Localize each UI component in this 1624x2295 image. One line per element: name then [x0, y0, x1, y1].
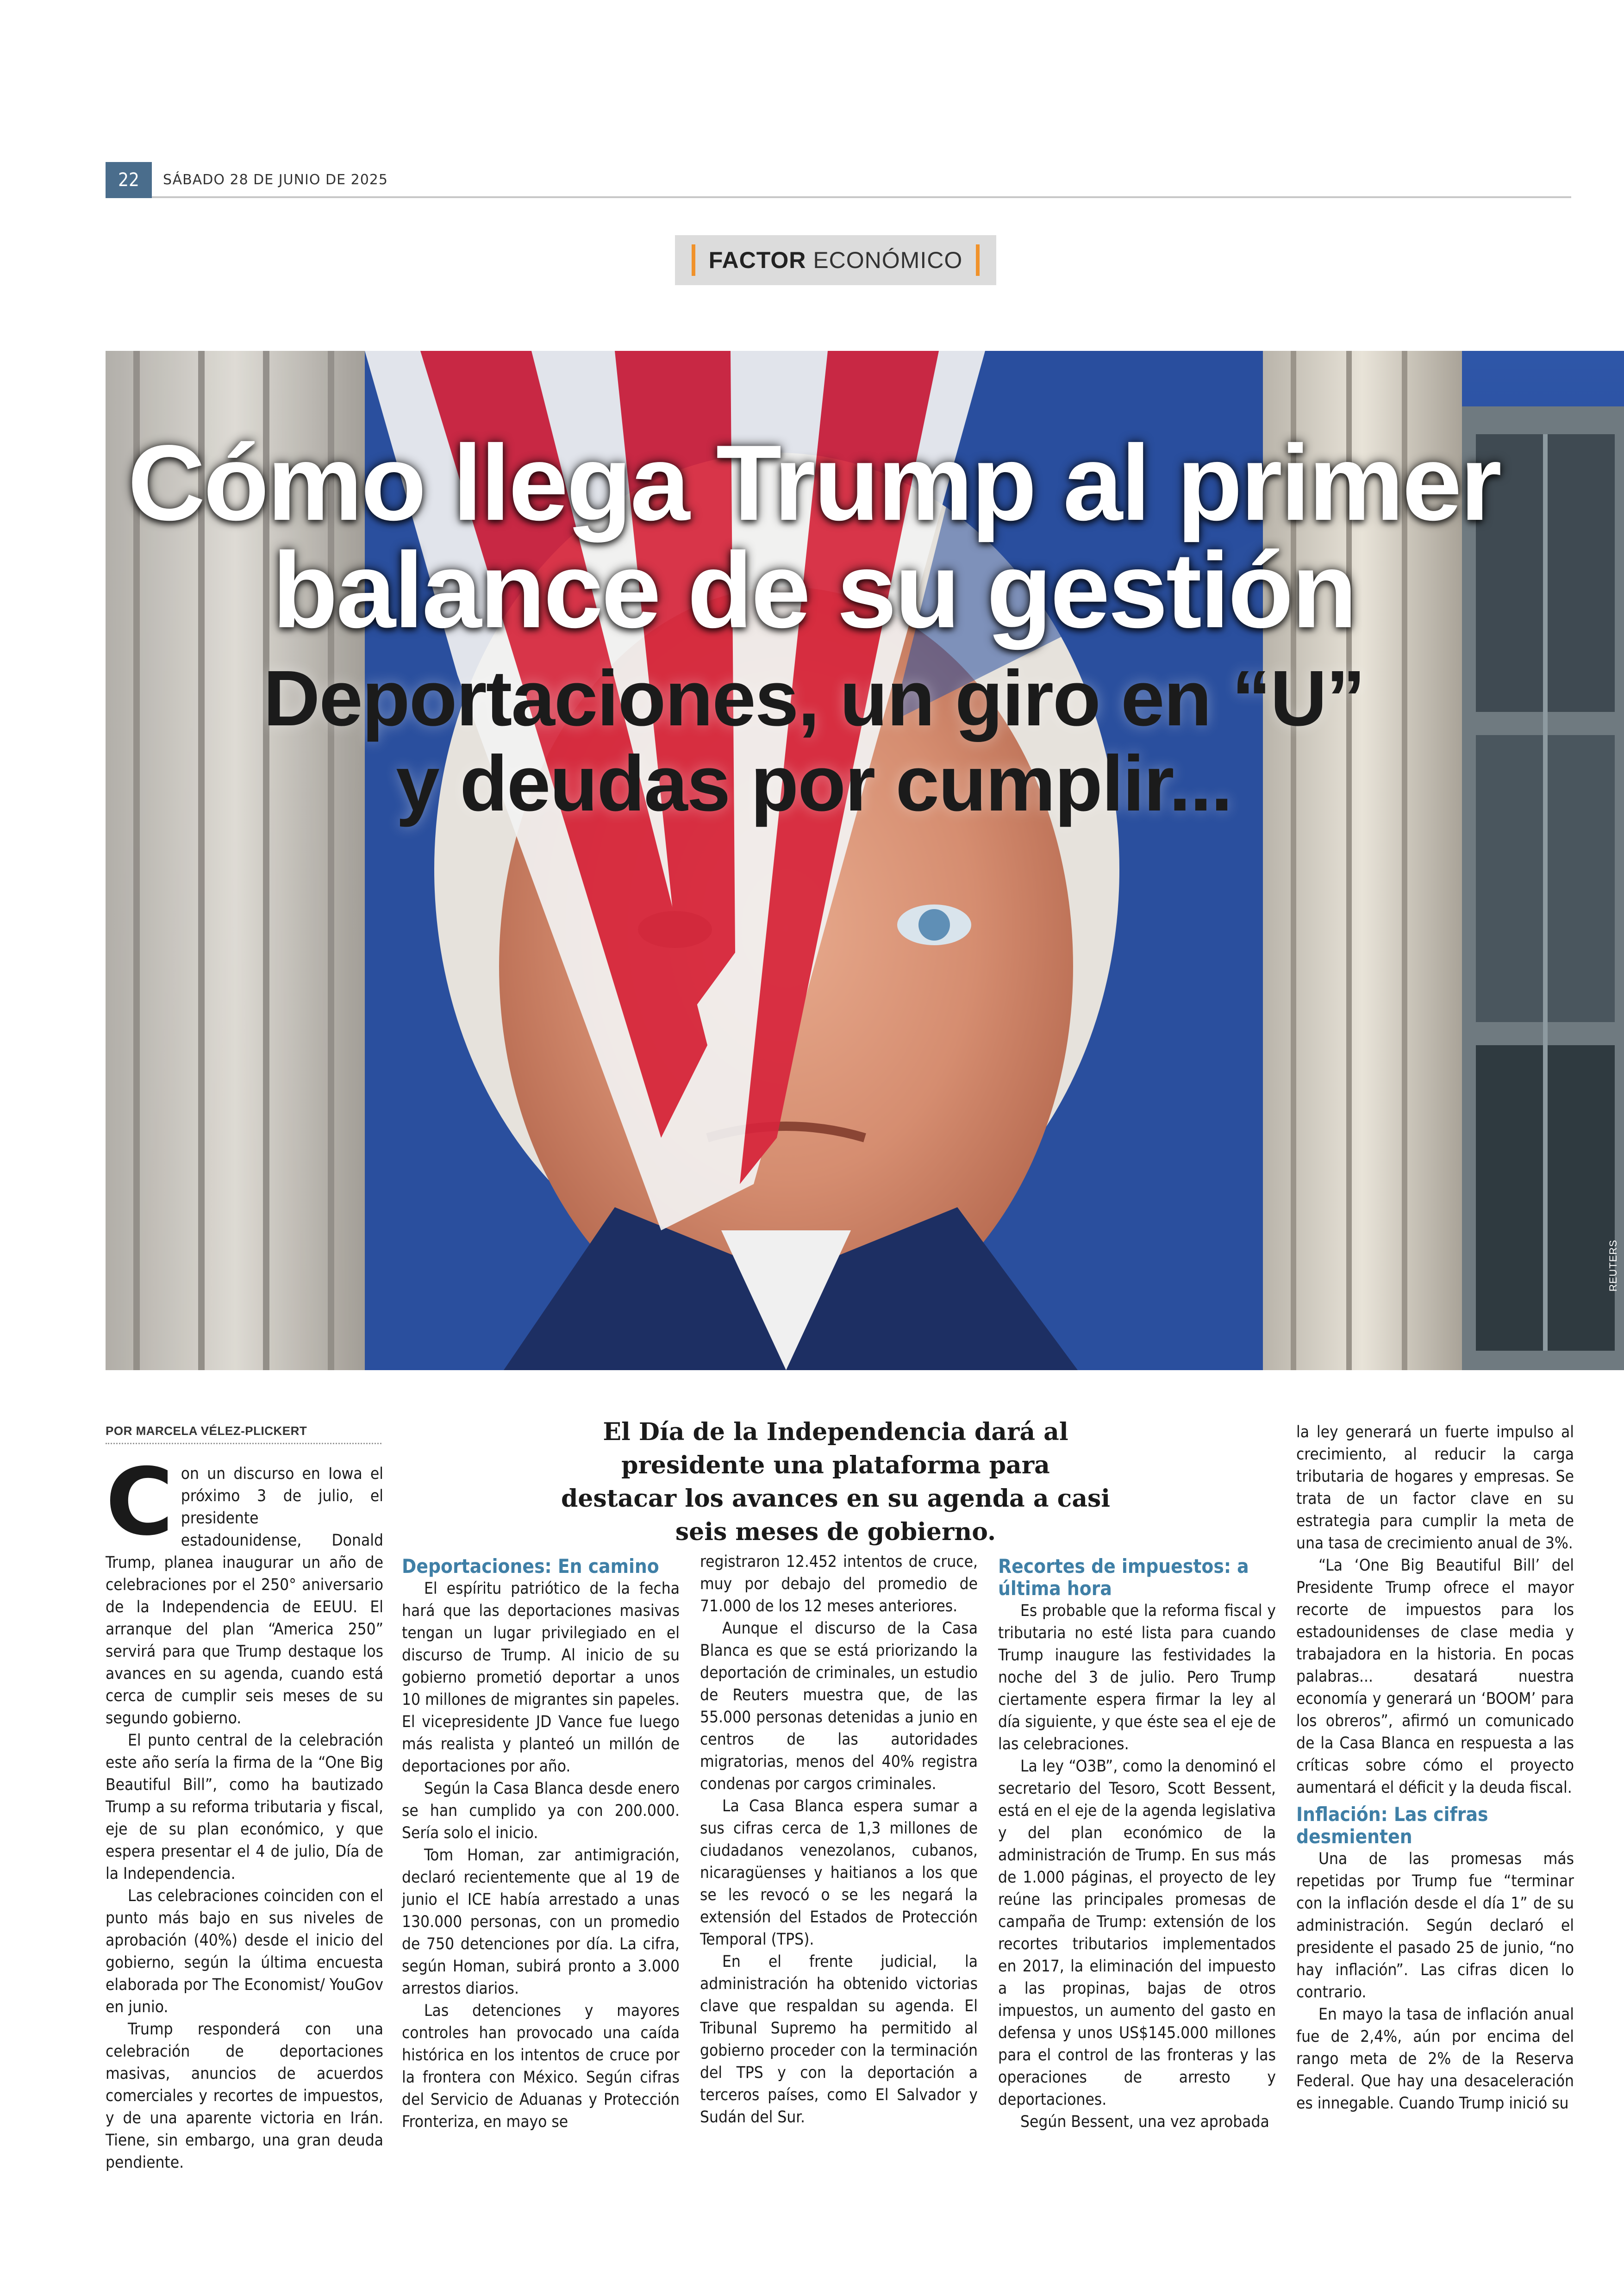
section-tag [675, 235, 996, 285]
paragraph: Es probable que la reforma fiscal y tributaria no esté lista para cuando Trump inaugure las festividades la noche del 3 de julio. Pero Trump ciertamente espera firmar la ley al día siguiente, y que éste sea el eje de las celebraciones. [998, 1602, 1276, 1753]
paragraph: En mayo la tasa de inflación anual fue de 2,4%, aún por encima del rango meta de 2% de la Reserva Federal. Que hay una desaceleración es innegable. Cuando Trump inició su [1296, 2005, 1574, 2113]
paragraph: Las celebraciones coinciden con el punto más bajo en sus niveles de aprobación (40%) desde el inicio del gobierno, según la última encuesta elaborada por The Economist/ YouGov en junio. [106, 1887, 383, 2016]
subheadline-line-2: y deudas por cumplir... [396, 739, 1232, 828]
headline-line-2: balance de su gestión [272, 530, 1355, 650]
paragraph: La Casa Blanca espera sumar a sus cifras cerca de 1,3 millones de ciudadanos venezolanos, cubanos, nicaragüenses y haitianos a los que se les revocó o se les negará la extensión del Estados de Protección Temporal (TPS). [700, 1797, 978, 1949]
paragraph: El punto central de la celebración este año sería la firma de la “One Big Beautiful Bill”, como ha bautizado Trump a su reforma tributaria y fiscal, eje de su plan económico, y que espera presentar el 4 de julio, Día de la Independencia. [106, 1731, 383, 1883]
paragraph: registraron 12.452 intentos de cruce, muy por debajo del promedio de 71.000 de los 12 meses anteriores. [700, 1553, 978, 1615]
subheading-recortes: Recortes de impuestos: a última hora [998, 1555, 1249, 1600]
section-tag-right-bar [976, 244, 980, 276]
paragraph: “La ‘One Big Beautiful Bill’ del Presidente Trump ofrece el mayor recorte de impuestos para los estadounidenses de clase media y trabajadora en la historia. En pocas palabras... desatará nuestra economía y generará un ‘BOOM’ para los obreros”, afirmó un comunicado de la Casa Blanca en respuesta a las críticas sobre cómo el proyecto aumentará el déficit y la deuda fiscal. [1296, 1556, 1574, 1797]
photo-credit: REUTERS [1607, 1240, 1619, 1292]
article-column-2 [402, 1551, 680, 2133]
headline-line-1: Cómo llega Trump al primer [127, 423, 1500, 543]
paragraph: Según la Casa Blanca desde enero se han cumplido ya con 200.000. Sería solo el inicio. [402, 1779, 680, 1842]
subheading-inflacion: Inflación: Las cifras desmienten [1296, 1803, 1488, 1848]
paragraph: El espíritu patriótico de la fecha hará que las deportaciones masivas tengan un lugar privilegiado en el discurso de Trump. Al inicio de su gobierno prometió deportar a unos 10 millones de migrantes sin papeles. El vicepresidente JD Vance fue luego más realista y planteó un millón de deportaciones por año. [402, 1579, 680, 1776]
lede: El Día de la Independencia dará al presidente una plataforma para destacar los avances en su agenda a casi seis meses de gobierno. [561, 1418, 1111, 1546]
section-tag-label [675, 235, 996, 285]
paragraph: Aunque el discurso de la Casa Blanca es que se está priorizando la deportación de criminales, un estudio de Reuters muestra que, de las 55.000 personas detenidas a junio en centros de las autoridades migratorias, menos del 40% registra condenas por cargos criminales. [700, 1619, 978, 1793]
paragraph: la ley generará un fuerte impulso al crecimiento, al reducir la carga tributaria de hogares y empresas. Se trata de un factor clave en su estrategia para cumplir la meta de una tasa de crecimiento anual de 3%. [1296, 1423, 1574, 1553]
section-tag-bold: FACTOR [708, 247, 806, 273]
article-column-5 [1296, 1421, 1574, 2114]
paragraph: Una de las promesas más repetidas por Trump fue “terminar con la inflación desde el día 1” de su administración. Según declaró el presidente el pasado 25 de junio, “no hay inflación”. Las cifras dicen lo contrario. [1296, 1850, 1574, 2002]
paragraph: Las detenciones y mayores controles han provocado una caída histórica en los intentos de cruce por la frontera con México. Según cifras del Servicio de Aduanas y Protección Fronteriza, en mayo se [402, 2002, 680, 2131]
paragraph-text: on un discurso en Iowa el próximo 3 de julio, el presidente estadounidense, Donald Trump, planea inaugurar un año de celebraciones por el 250° aniversario de la Independencia de EEUU. El arranque del plan “America 250” servirá para que Trump destaque los avances en su agenda, cuando está cerca de cumplir seis meses de su segundo gobierno. [106, 1465, 383, 1727]
subheading-deportaciones: Deportaciones: En camino [402, 1555, 659, 1578]
subheadline-line-1: Deportaciones, un giro en “U” [263, 655, 1365, 742]
page-header [106, 162, 1571, 198]
paragraph [106, 1448, 383, 1729]
article-column-3 [700, 1551, 978, 2128]
section-tag-rest: ECONÓMICO [813, 247, 963, 273]
article-column-4 [998, 1551, 1276, 2133]
subheadline [106, 656, 1522, 826]
paragraph: Tom Homan, zar antimigración, declaró recientemente que al 19 de junio el ICE había arrestado a unas 130.000 personas, con un promedio de 750 detenciones por día. La cifra, según Homan, subirá pronto a 3.000 arrestos diarios. [402, 1846, 680, 1998]
page-date: SÁBADO 28 DE JUNIO DE 2025 [163, 172, 388, 188]
article-column-1 [106, 1448, 383, 2174]
headline [106, 423, 1522, 650]
hero-photo [106, 351, 1624, 1370]
byline: POR MARCELA VÉLEZ-PLICKERT [106, 1424, 381, 1444]
paragraph: La ley “O3B”, como la denominó el secretario del Tesoro, Scott Bessent, está en el eje de la agenda legislativa y del plan económico de la administración de Trump. En sus más de 1.000 páginas, el proyecto de ley reúne las principales promesas de campaña de Trump: extensión de los recortes tributarios implementados en 2017, la eliminación del impuesto a las propinas, bajas de otros impuestos, un aumento del gasto en defensa y unos US$145.000 millones para el control de las fronteras y las operaciones de arresto y deportaciones. [998, 1757, 1276, 2109]
page-number: 22 [106, 162, 152, 198]
paragraph: Trump responderá con una celebración de deportaciones masivas, anuncios de acuerdos comerciales y recortes de impuestos, y de una aparente victoria en Irán. Tiene, sin embargo, una gran deuda pendiente. [106, 2020, 383, 2172]
paragraph: Según Bessent, una vez aprobada [1020, 2113, 1269, 2131]
drop-cap: C [106, 1448, 174, 1556]
paragraph: En el frente judicial, la administración ha obtenido victorias clave que respaldan su agenda. El Tribunal Supremo ha permitido al gobierno proceder con la terminación del TPS y con la deportación a terceros países, como El Salvador y Sudán del Sur. [700, 1952, 978, 2127]
